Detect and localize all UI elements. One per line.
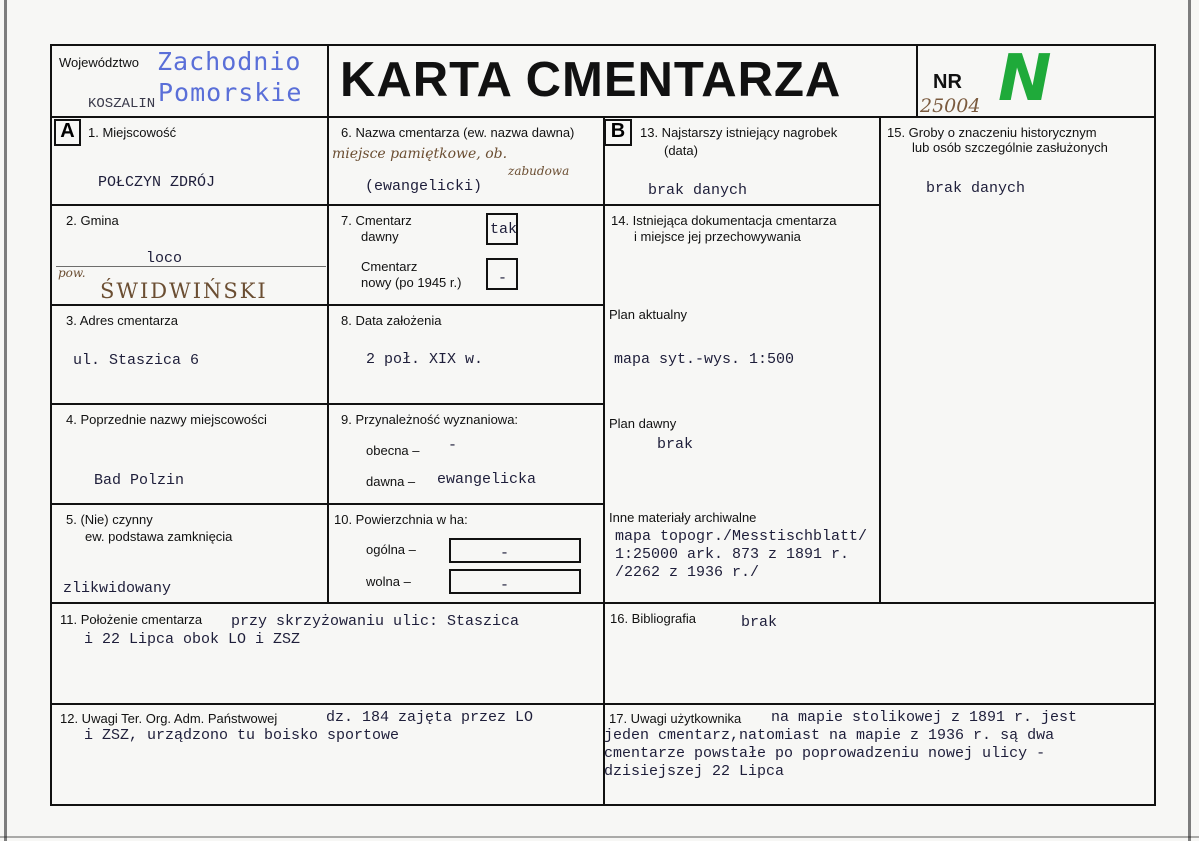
wolna-label: wolna – [366, 574, 411, 589]
field6-label: 6. Nazwa cmentarza (ew. nazwa dawna) [341, 125, 575, 140]
field13-label-line2: (data) [664, 143, 698, 158]
field2-note: ŚWIDWIŃSKI [100, 279, 268, 303]
stamp-line2: Pomorskie [158, 78, 303, 107]
field15-label-line1: 15. Groby o znaczeniu historycznym [887, 125, 1097, 140]
field2-note-prefix: pow. [58, 266, 86, 280]
field7-label-line1: 7. Cmentarz [341, 213, 412, 228]
field5-value: zlikwidowany [63, 580, 172, 597]
nr-handwritten: 25004 [920, 95, 981, 117]
divider-col3 [879, 116, 881, 602]
plan-aktualny-value: mapa syt.-wys. 1:500 [614, 351, 795, 368]
field14-label-line1: 14. Istniejąca dokumentacja cmentarza [611, 213, 837, 228]
field1-label: 1. Miejscowość [88, 125, 177, 140]
stamp-line1: Zachodnio [157, 47, 302, 76]
scan-edge-left [4, 0, 7, 841]
field2-value: loco [146, 250, 183, 267]
field6-handwritten: miejsce pamiętkowe, ob. [332, 146, 508, 162]
field3-value: ul. Staszica 6 [73, 352, 200, 369]
field1-value: POŁCZYN ZDRÓJ [98, 174, 216, 191]
field15-value: brak danych [926, 180, 1026, 197]
koszalin-stamp: KOSZALIN [88, 96, 156, 112]
field13-label-line1: 13. Najstarszy istniejący nagrobek [640, 125, 838, 140]
wojewodztwo-label: Województwo [59, 55, 139, 70]
ogolna-label: ogólna – [366, 542, 416, 557]
section-b-marker: B [604, 119, 632, 146]
dawna-value: ewangelicka [437, 471, 537, 488]
field11-value-line1: przy skrzyżowaniu ulic: Staszica [231, 613, 520, 630]
field6-value: (ewangelicki) [365, 178, 483, 195]
field10-label: 10. Powierzchnia w ha: [334, 512, 468, 527]
page-title: KARTA CMENTARZA [340, 53, 842, 107]
inne-line1: mapa topogr./Messtischblatt/ [615, 528, 868, 545]
ogolna-box [449, 538, 581, 563]
field2-label: 2. Gmina [66, 213, 119, 228]
wolna-box [449, 569, 581, 594]
field7-label-line3: Cmentarz [361, 259, 418, 274]
field15-label-line2: lub osób szczególnie zasłużonych [912, 140, 1108, 155]
field12-value-line1: dz. 184 zajęta przez LO [326, 709, 534, 726]
divider-col2 [603, 116, 605, 806]
gmina-underline [56, 266, 326, 267]
field17-label: 17. Uwagi użytkownika [609, 711, 742, 726]
field14-label-line2: i miejsce jej przechowywania [634, 229, 801, 244]
field17-value-line4: dzisiejszej 22 Lipca [604, 763, 785, 780]
obecna-value: - [448, 437, 458, 454]
divider-header-v1 [327, 44, 329, 116]
field8-value: 2 poł. XIX w. [366, 351, 484, 368]
divider-b-row1 [604, 204, 880, 206]
dawna-label: dawna – [366, 474, 416, 489]
field16-label: 16. Bibliografia [610, 611, 696, 626]
dawny-value: tak [490, 221, 518, 238]
field17-value-line2: jeden cmentarz,natomiast na mapie z 1936 r. są dwa [604, 727, 1055, 744]
divider-header-v2 [916, 44, 918, 116]
obecna-label: obecna – [366, 443, 420, 458]
field11-label: 11. Położenie cmentarza [60, 612, 203, 627]
plan-aktualny-label: Plan aktualny [609, 307, 688, 322]
scan-edge-bottom [0, 836, 1199, 838]
field4-value: Bad Polzin [94, 472, 185, 489]
plan-dawny-label: Plan dawny [609, 416, 677, 431]
field6-handwritten2: zabudowa [508, 164, 570, 178]
section-a-marker: A [54, 119, 81, 146]
field4-label: 4. Poprzednie nazwy miejscowości [66, 412, 267, 427]
inne-label: Inne materiały archiwalne [609, 510, 757, 525]
field7-label-line4: nowy (po 1945 r.) [361, 275, 462, 290]
field5-label-line2: ew. podstawa zamknięcia [85, 529, 233, 544]
field12-value-line2: i ZSZ, urządzono tu boisko sportowe [84, 727, 400, 744]
field13-value: brak danych [648, 182, 748, 199]
inne-line3: /2262 z 1936 r./ [615, 564, 760, 581]
ogolna-value: - [500, 545, 510, 562]
field12-label: 12. Uwagi Ter. Org. Adm. Państwowej [60, 711, 278, 726]
green-marker-letter: N [998, 42, 1052, 116]
field16-value: brak [741, 614, 778, 631]
field17-value-line3: cmentarze powstałe po poprowadzeniu nowej ulicy - [604, 745, 1046, 762]
field7-label-line2: dawny [361, 229, 399, 244]
nr-label: NR [933, 71, 962, 93]
field5-label-line1: 5. (Nie) czynny [66, 512, 153, 527]
scan-edge-right [1188, 0, 1191, 841]
nowy-value: - [498, 270, 508, 287]
field8-label: 8. Data założenia [341, 313, 442, 328]
wolna-value: - [500, 577, 510, 594]
field3-label: 3. Adres cmentarza [66, 313, 178, 328]
field17-value-line1: na mapie stolikowej z 1891 r. jest [771, 709, 1078, 726]
field11-value-line2: i 22 Lipca obok LO i ZSZ [84, 631, 301, 648]
field9-label: 9. Przynależność wyznaniowa: [341, 412, 519, 427]
inne-line2: 1:25000 ark. 873 z 1891 r. [615, 546, 850, 563]
plan-dawny-value: brak [657, 436, 694, 453]
divider-col1 [327, 116, 329, 602]
